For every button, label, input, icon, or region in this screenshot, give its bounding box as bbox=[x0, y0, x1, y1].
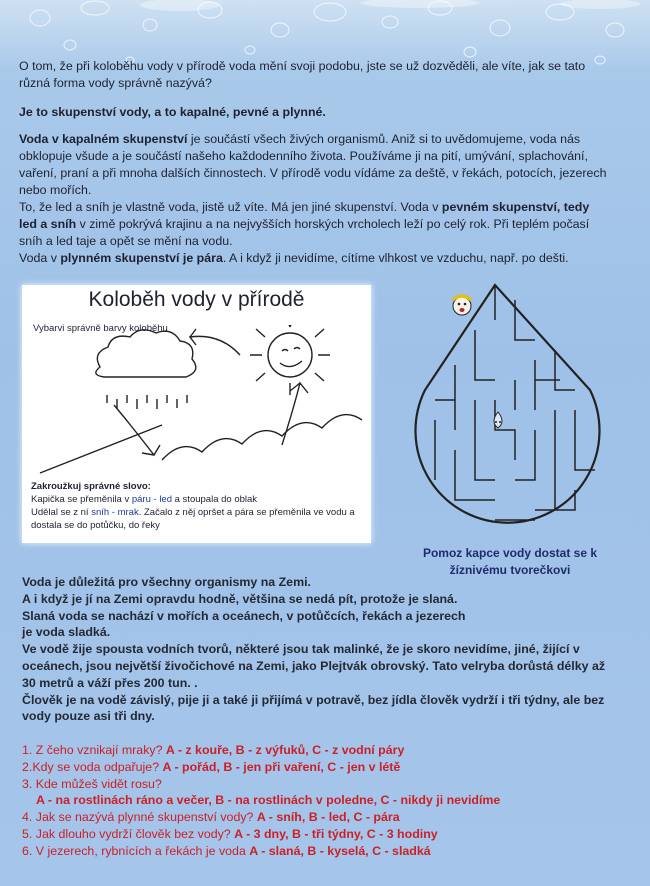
gas-text: . A i když ji nevidíme, cítíme vlhkost ve vzduchu, např. po dešti. bbox=[222, 251, 569, 265]
solid-text: v zimě pokrývá krajinu a na nejvyšších horských vrcholech leží po celý rok. Při teplém počasí sníh a led taje a opět se mění na vodu. bbox=[19, 217, 590, 248]
exercise-line2-end: . Začalo z něj opršet a pára se přeměnila ve vodu a dostala se do potůčku, do řeky bbox=[31, 507, 355, 531]
quiz-item-5 bbox=[22, 826, 632, 843]
quiz-answers: A - pořád, B - jen při vaření, C - jen v létě bbox=[162, 759, 401, 774]
sun-icon bbox=[268, 333, 312, 377]
quiz-item-3-answers bbox=[22, 792, 632, 809]
quiz-item-1 bbox=[22, 742, 632, 759]
quiz-question: 6. V jezerech, rybnících a řekách je voda bbox=[22, 843, 250, 858]
intro-question: O tom, že při koloběhu vody v přírodě voda mění svoji podobu, jste se už dozvěděli, ale víte, jak se tato různá forma vody správně nazývá? bbox=[19, 59, 586, 90]
quiz-item-6 bbox=[22, 843, 632, 860]
exercise-line1-end: a stoupala do oblak bbox=[172, 494, 258, 505]
quiz-answers: A - slaná, B - kyselá, C - sladká bbox=[249, 843, 431, 858]
states-description bbox=[19, 131, 609, 267]
quiz-item-3 bbox=[22, 776, 632, 793]
fact-line: je voda sladká. bbox=[22, 625, 111, 640]
worksheet-title: Koloběh vody v přírodě bbox=[88, 288, 305, 311]
quiz-list bbox=[22, 742, 632, 860]
thirsty-creature-icon bbox=[453, 296, 471, 315]
exercise-line1-start: Kapička se přeměnila v bbox=[31, 494, 132, 505]
quiz-answers: A - 3 dny, B - tři týdny, C - 3 hodiny bbox=[234, 826, 438, 841]
quiz-question: 5. Jak dlouho vydrží člověk bez vody? bbox=[22, 826, 235, 841]
fact-line: Voda je důležitá pro všechny organismy na Zemi. bbox=[22, 575, 311, 589]
circle-heading: Zakroužkuj správné slovo: bbox=[31, 481, 151, 492]
states-summary bbox=[19, 104, 609, 121]
intro-paragraph bbox=[19, 58, 609, 92]
gas-heading: plynném skupenství je pára bbox=[60, 251, 223, 265]
water-drop-maze bbox=[400, 280, 630, 540]
quiz-question: 2.Kdy se voda odpařuje? bbox=[22, 759, 163, 774]
liquid-text: je součástí všech živých organismů. Aniž si to uvědomujeme, voda nás obklopuje všude a je součástí našeho každodenního života. Používáme ji na pití, umývání, splachování, vaření, praní a při mnoha dalších činnostech. V přírodě vodu vídáme za deště, v řekách, potocích, jezerech nebo mořích. bbox=[19, 132, 607, 197]
water-facts bbox=[22, 574, 622, 725]
fact-line: Slaná voda se nachází v mořích a oceánech, v potůčcích, řekách a jezerech bbox=[22, 608, 466, 623]
worksheet-instruction: Vybarvi správně barvy koloběhu bbox=[33, 323, 168, 334]
fact-line: Ve vodě žije spousta vodních tvorů, některé jsou tak malinké, že je skoro nevidíme, jiné, žijící v oceánech, jsou největší živočichové na Zemi, jako Plejtvák obrovský. Tato velryba dorůstá délky až 30 metrů a váží přes 200 tun. . bbox=[22, 642, 606, 690]
liquid-heading: Voda v kapalném skupenství bbox=[19, 132, 188, 146]
quiz-question: 1. Z čeho vznikají mraky? bbox=[22, 743, 166, 757]
water-cycle-illustration bbox=[22, 325, 371, 480]
exercise-line2-start: Udělal se z ní bbox=[31, 507, 92, 518]
water-cycle-worksheet bbox=[22, 285, 371, 543]
quiz-question: 4. Jak se nazývá plynné skupenství vody? bbox=[22, 810, 257, 825]
states-summary-text: Je to skupenství vody, a to kapalné, pevné a plynné. bbox=[19, 105, 326, 119]
solid-text-start: To, že led a sníh je vlastně voda, jistě už víte. Má jen jiné skupenství. Voda v bbox=[19, 200, 442, 214]
circle-word-exercise bbox=[31, 480, 361, 532]
gas-text-start: Voda v bbox=[19, 251, 61, 265]
quiz-answers: A - sníh, B - led, C - pára bbox=[256, 810, 400, 825]
quiz-item-4 bbox=[22, 809, 632, 826]
solid-heading: pevném skupenství, tedy led a sníh bbox=[19, 200, 590, 231]
quiz-answers: A - na rostlinách ráno a večer, B - na rostlinách v poledne, C - nikdy ji nevidíme bbox=[36, 793, 501, 808]
fact-line: Člověk je na vodě závislý, pije ji a také ji přijímá v potravě, bez jídla člověk vydrží i tři týdny, ale bez vody pouze asi tři dny. bbox=[22, 692, 605, 724]
water-bubbles-decoration bbox=[0, 0, 650, 110]
quiz-question: 3. Kde můžeš vidět rosu? bbox=[22, 776, 162, 791]
choice-paru-led: páru - led bbox=[131, 494, 172, 505]
quiz-item-2 bbox=[22, 759, 632, 776]
quiz-answers: A - z kouře, B - z výfuků, C - z vodní páry bbox=[165, 743, 405, 757]
choice-snih-mrak: sníh - mrak bbox=[91, 507, 139, 518]
fact-line: A i když je jí na Zemi opravdu hodně, většina se nedá pít, protože je slaná. bbox=[22, 591, 458, 606]
maze-caption: Pomoz kapce vody dostat se k žíznivému tvorečkovi bbox=[422, 546, 598, 577]
cloud-icon bbox=[96, 330, 196, 377]
